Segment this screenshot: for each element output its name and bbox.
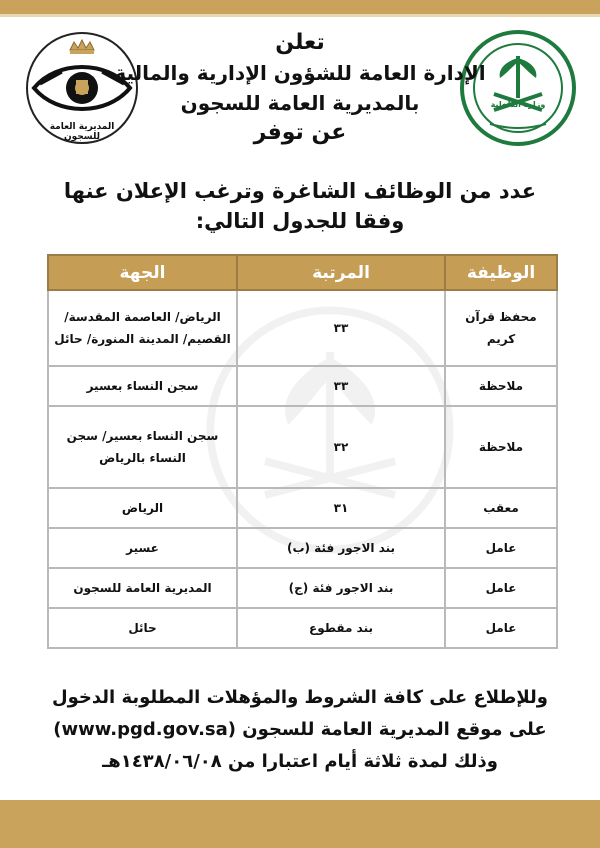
cell-location: الرياض/ العاصمة المقدسة/ القصيم/ المدينة المنورة/ حائل	[48, 290, 237, 366]
cell-location: سجن النساء بعسير	[48, 366, 237, 406]
cell-job: عامل	[445, 528, 557, 568]
cell-rank: بند الاجور فئة (ب)	[237, 528, 445, 568]
cell-rank: بند الاجور فئة (ج)	[237, 568, 445, 608]
cell-job: ملاحظة	[445, 406, 557, 488]
cell-rank: ٣٢	[237, 406, 445, 488]
column-header-location: الجهة	[48, 255, 237, 290]
table-row	[48, 568, 557, 608]
cell-rank: ٣٣	[237, 366, 445, 406]
cell-job: عامل	[445, 568, 557, 608]
cell-job: عامل	[445, 608, 557, 648]
header-line-department: الإدارة العامة للشؤون الإدارية والمالية	[114, 61, 486, 85]
subheader-line-table-intro: وفقا للجدول التالي:	[195, 209, 405, 233]
vacancies-table	[47, 254, 558, 649]
table-row	[48, 366, 557, 406]
announcement-subheader	[40, 176, 560, 236]
cell-location: المديرية العامة للسجون	[48, 568, 237, 608]
table-row	[48, 528, 557, 568]
cell-location: سجن النساء بعسير/ سجن النساء بالرياض	[48, 406, 237, 488]
cell-rank: بند مقطوع	[237, 608, 445, 648]
cell-location: حائل	[48, 608, 237, 648]
header-line-availability: عن توفر	[253, 120, 347, 145]
cell-rank: ٣١	[237, 488, 445, 528]
subheader-line-vacancies: عدد من الوظائف الشاغرة وترغب الإعلان عنها	[63, 179, 537, 203]
cell-job: محفظ قرآن كريم	[445, 290, 557, 366]
cell-location: عسير	[48, 528, 237, 568]
table-row	[48, 406, 557, 488]
header-line-announces: تعلن	[275, 30, 325, 55]
cell-job: ملاحظة	[445, 366, 557, 406]
footer-line-website: على موقع المديرية العامة للسجون (www.pgd.gov.sa)	[53, 719, 547, 740]
table-row	[48, 290, 557, 366]
cell-location: الرياض	[48, 488, 237, 528]
cell-rank: ٣٣	[237, 290, 445, 366]
column-header-job: الوظيفة	[445, 255, 557, 290]
announcement-header	[100, 28, 500, 148]
ministry-logo-caption: وزارة الداخلية	[490, 100, 546, 109]
table-row	[48, 608, 557, 648]
footer-line-duration: وذلك لمدة ثلاثة أيام اعتبارا من ١٤٣٨/٠٦/٠٨هـ	[102, 751, 498, 772]
top-divider	[0, 14, 600, 17]
prisons-logo-caption: المديرية العامة للسجون	[49, 122, 115, 142]
column-header-rank: المرتبة	[237, 255, 445, 290]
cell-job: معقب	[445, 488, 557, 528]
table-row	[48, 488, 557, 528]
announcement-footer	[30, 682, 570, 778]
bottom-gold-bar	[0, 800, 600, 848]
table-header-row	[48, 255, 557, 290]
footer-line-conditions: وللإطلاع على كافة الشروط والمؤهلات المطلوبة الدخول	[52, 687, 548, 708]
top-gold-bar	[0, 0, 600, 14]
header-line-directorate: بالمديرية العامة للسجون	[180, 91, 420, 115]
